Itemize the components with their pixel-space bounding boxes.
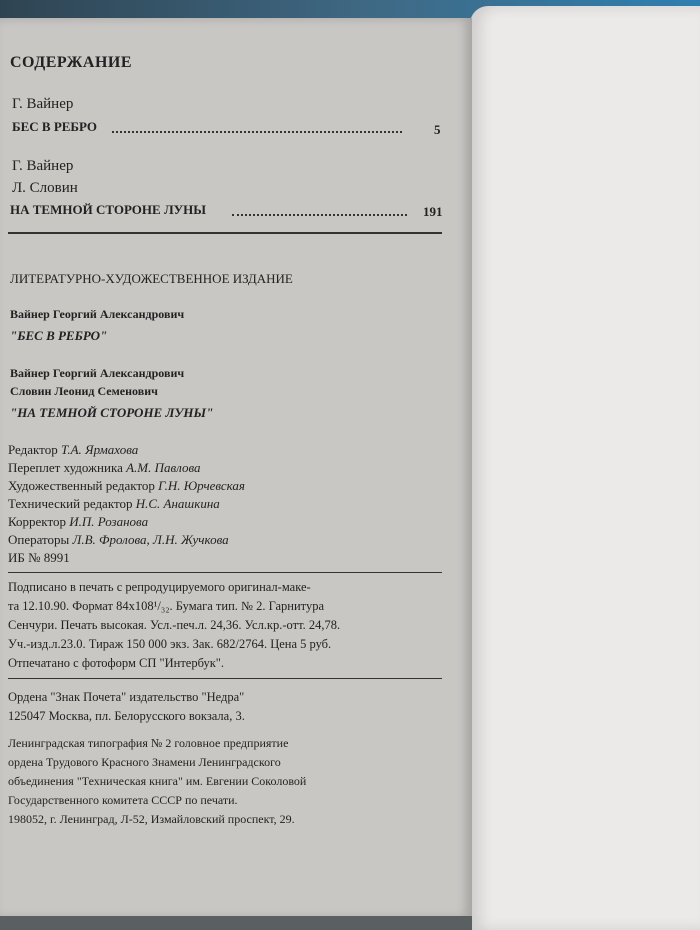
staff-name: Л.В. Фролова, Л.Н. Жучкова xyxy=(72,532,229,547)
contents-heading: СОДЕРЖАНИЕ xyxy=(10,54,133,71)
printer-line: 198052, г. Ленинград, Л-52, Измайловский проспект, 29. xyxy=(8,812,295,826)
staff-name: Г.Н. Юрчевская xyxy=(158,478,245,493)
book-edge xyxy=(0,916,472,930)
print-info-line: Сенчури. Печать высокая. Усл.-печ.л. 24,36. Усл.кр.-отт. 24,78. xyxy=(8,618,341,632)
divider xyxy=(8,232,442,234)
work2-title: "НА ТЕМНОЙ СТОРОНЕ ЛУНЫ" xyxy=(10,405,214,420)
staff-line xyxy=(8,478,245,494)
staff-line xyxy=(8,514,148,530)
print-info-line: Уч.-изд.л.23.0. Тираж 150 000 экз. Зак. 682/2764. Цена 5 руб. xyxy=(8,637,332,651)
staff-role: Технический редактор xyxy=(8,496,136,511)
publisher-line: 125047 Москва, пл. Белорусского вокзала, 3. xyxy=(8,709,245,723)
staff-role: Художественный редактор xyxy=(8,478,159,493)
staff-role: Корректор xyxy=(8,514,70,529)
right-page xyxy=(470,6,700,930)
entry1-author: Г. Вайнер xyxy=(12,96,74,112)
entry1-page: 5 xyxy=(434,122,441,137)
entry2-page: 191 xyxy=(423,204,443,219)
staff-line xyxy=(8,496,220,512)
staff-name: Н.С. Анашкина xyxy=(135,496,220,511)
printer-line: ордена Трудового Красного Знамени Ленинградского xyxy=(8,755,281,769)
printer-line: объединения "Техническая книга" им. Евгении Соколовой xyxy=(8,774,307,788)
entry2-author1: Г. Вайнер xyxy=(12,158,74,174)
entry1-title: БЕС В РЕБРО xyxy=(12,119,98,134)
work1-title: "БЕС В РЕБРО" xyxy=(10,328,108,343)
divider xyxy=(8,572,442,573)
staff-line xyxy=(8,550,70,566)
printer-line: Государственного комитета СССР по печати. xyxy=(8,793,238,807)
entry2-leader xyxy=(232,214,407,216)
staff-role: ИБ № 8991 xyxy=(8,550,70,565)
work2-author1: Вайнер Георгий Александрович xyxy=(10,366,185,380)
staff-role: Переплет художника xyxy=(8,460,127,475)
staff-role: Операторы xyxy=(8,532,73,547)
entry2-title: НА ТЕМНОЙ СТОРОНЕ ЛУНЫ xyxy=(10,202,207,217)
print-info-line: та 12.10.90. Формат 84х108¹/₃₂. Бумага тип. № 2. Гарнитура xyxy=(8,599,325,613)
edition-type: ЛИТЕРАТУРНО-ХУДОЖЕСТВЕННОЕ ИЗДАНИЕ xyxy=(10,271,293,286)
staff-line xyxy=(8,460,201,476)
staff-name: Т.А. Ярмахова xyxy=(60,442,139,457)
work1-author: Вайнер Георгий Александрович xyxy=(10,307,185,321)
staff-line xyxy=(8,442,138,458)
staff-name: А.М. Павлова xyxy=(126,460,201,475)
publisher-line: Ордена "Знак Почета" издательство "Недра" xyxy=(8,690,245,704)
entry1-leader xyxy=(112,131,402,133)
work2-author2: Словин Леонид Семенович xyxy=(10,384,158,398)
print-info-line: Отпечатано с фотоформ СП "Интербук". xyxy=(8,656,225,670)
divider xyxy=(8,678,442,679)
staff-line xyxy=(8,532,229,548)
left-page xyxy=(0,18,472,918)
staff-role: Редактор xyxy=(8,442,61,457)
print-info-line: Подписано в печать с репродуцируемого оригинал-маке- xyxy=(8,580,311,594)
printer-line: Ленинградская типография № 2 головное предприятие xyxy=(8,736,289,750)
staff-name: И.П. Розанова xyxy=(69,514,149,529)
entry2-author2: Л. Словин xyxy=(12,180,78,196)
